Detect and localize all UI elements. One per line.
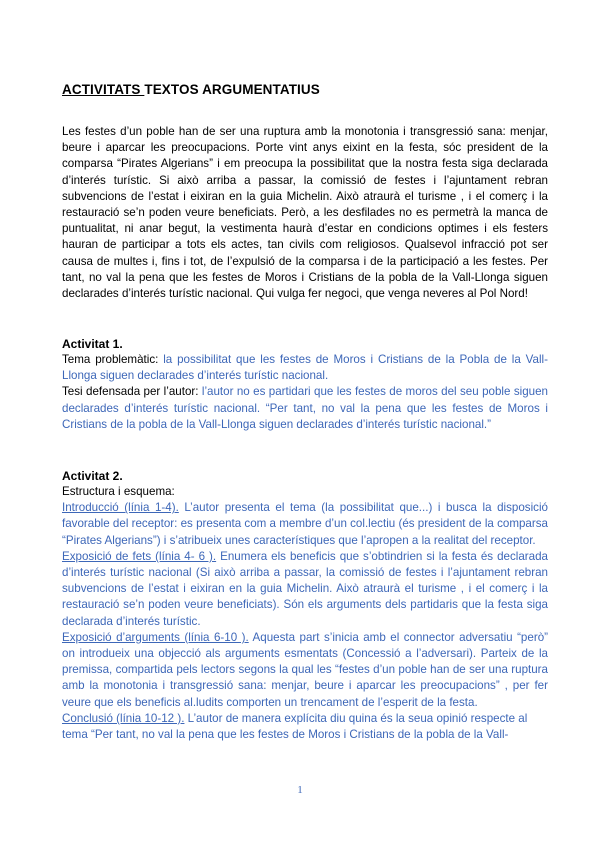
activitat-2-section bbox=[62, 468, 548, 743]
part-text: L’autor de manera explícita diu quina és la seua opinió respecte al bbox=[184, 711, 528, 725]
part-label: Exposició de fets (línia 4- 6 ). bbox=[62, 549, 217, 563]
page-number: 1 bbox=[297, 784, 303, 796]
part-label: Introducció (línia 1-4). bbox=[62, 501, 179, 515]
part-conclusio bbox=[62, 711, 548, 727]
title-rest: TEXTOS ARGUMENTATIUS bbox=[144, 82, 320, 97]
part-exposicio-fets bbox=[62, 549, 548, 630]
tema-label: Tema problemàtic: bbox=[62, 353, 164, 366]
tesi-text: l’autor no es partidari que les festes de moros del seu poble siguen declarades d’interés turístic nacional. “Per tant, no val la pena que les festes de Moros i Cristians de la pobla de la Vall-Llonga siguen declarades d’interés turístic nacional.” bbox=[62, 385, 548, 431]
conclusio-last-line: tema “Per tant, no val la pena que les festes de Moros i Cristians de la pobla de la Vall- bbox=[62, 728, 509, 742]
part-exposicio-arguments bbox=[62, 630, 548, 711]
intro-paragraph: Les festes d’un poble han de ser una ruptura amb la monotonia i transgressió sana: menjar, beure i aparcar les preocupacions. Porte vint anys eixint en la festa, sóc president de la comparsa “Pirates Algerians” i em preocupa la possibilitat que la nostra festa siga declarada d’interés turístic. Si això arriba a passar, la comissió de festes i l’ajuntament rebran subvencions de l’estat i eixiran en la guia Michelin. Això atraurà el turisme , i el comerç i la restauració se’n poden veure beneficiats. Però, a les desfilades no es permetrà la manca de puntualitat, ni anar begut, la vestimenta haurà d’estar en condicions optimes i els festers hauran de participar a tots els actes, tan civils com religiosos. Qualsevol infracció pot ser causa de multes i, fins i tot, de l’expulsió de la comparsa i de la participació a les festes. Per tant, no val la pena que les festes de Moros i Cristians de la pobla de la Vall-Llonga siguen declarades d’interés turístic nacional. Qui vulga fer negoci, que venga neveres al Pol Nord! bbox=[62, 125, 548, 301]
activitat-2-heading: Activitat 2. bbox=[62, 469, 123, 483]
tema-text: la possibilitat que les festes de Moros i Cristians de la Pobla de la Vall-Llonga siguen declarades d’interés turístic nacional. bbox=[62, 353, 548, 383]
part-text: Aquesta part s’inicia amb el connector adversatiu “però” on introdueix una objecció als arguments esmentats (Concessió a l’adversari). Parteix de la premissa, compartida pels lectors segons la qual les “festes d’un poble han de ser una ruptura amb la monotonia i transgressió sana: menjar, beure i aparcar les preocupacions” , per fer veure que els beneficis al.ludits comporten un trencament de l’esperit de la festa. bbox=[62, 630, 549, 709]
part-label: Exposició d’arguments (línia 6-10 ). bbox=[62, 630, 249, 644]
part-introduccio bbox=[62, 500, 548, 549]
part-text: L’autor presenta el tema (la possibilitat que...) i busca la disposició favorable del receptor: es presenta com a membre d’un col.lectiu (és president de la comparsa “Pirates Algerians”) i s’atribueix unes característiques que l’apropen a la realitat del receptor. bbox=[62, 501, 548, 547]
estructura-subheading: Estructura i esquema: bbox=[62, 485, 175, 498]
part-label: Conclusió (línia 10-12 ). bbox=[62, 711, 185, 725]
part-text: Enumera els beneficis que s’obtindrien si la festa és declarada d’interés turístic nacional (Si això arriba a passar, la comissió de festes i l’ajuntament rebran subvencions de l’estat i eixiran en la guia Michelin. Això atraurà el turisme , i el comerç i la restauració se’n poden veure beneficiats). Són els arguments dels partidaris que la festa siga declarada d’interés turístic. bbox=[62, 549, 548, 628]
activitat-1-section bbox=[62, 336, 548, 433]
title-underlined: ACTIVITATS bbox=[62, 82, 145, 97]
tema-line bbox=[62, 352, 548, 384]
activitat-1-heading: Activitat 1. bbox=[62, 337, 123, 351]
document-title bbox=[62, 82, 320, 97]
tesi-line bbox=[62, 384, 548, 433]
tesi-label: Tesi defensada per l’autor: bbox=[62, 385, 202, 399]
